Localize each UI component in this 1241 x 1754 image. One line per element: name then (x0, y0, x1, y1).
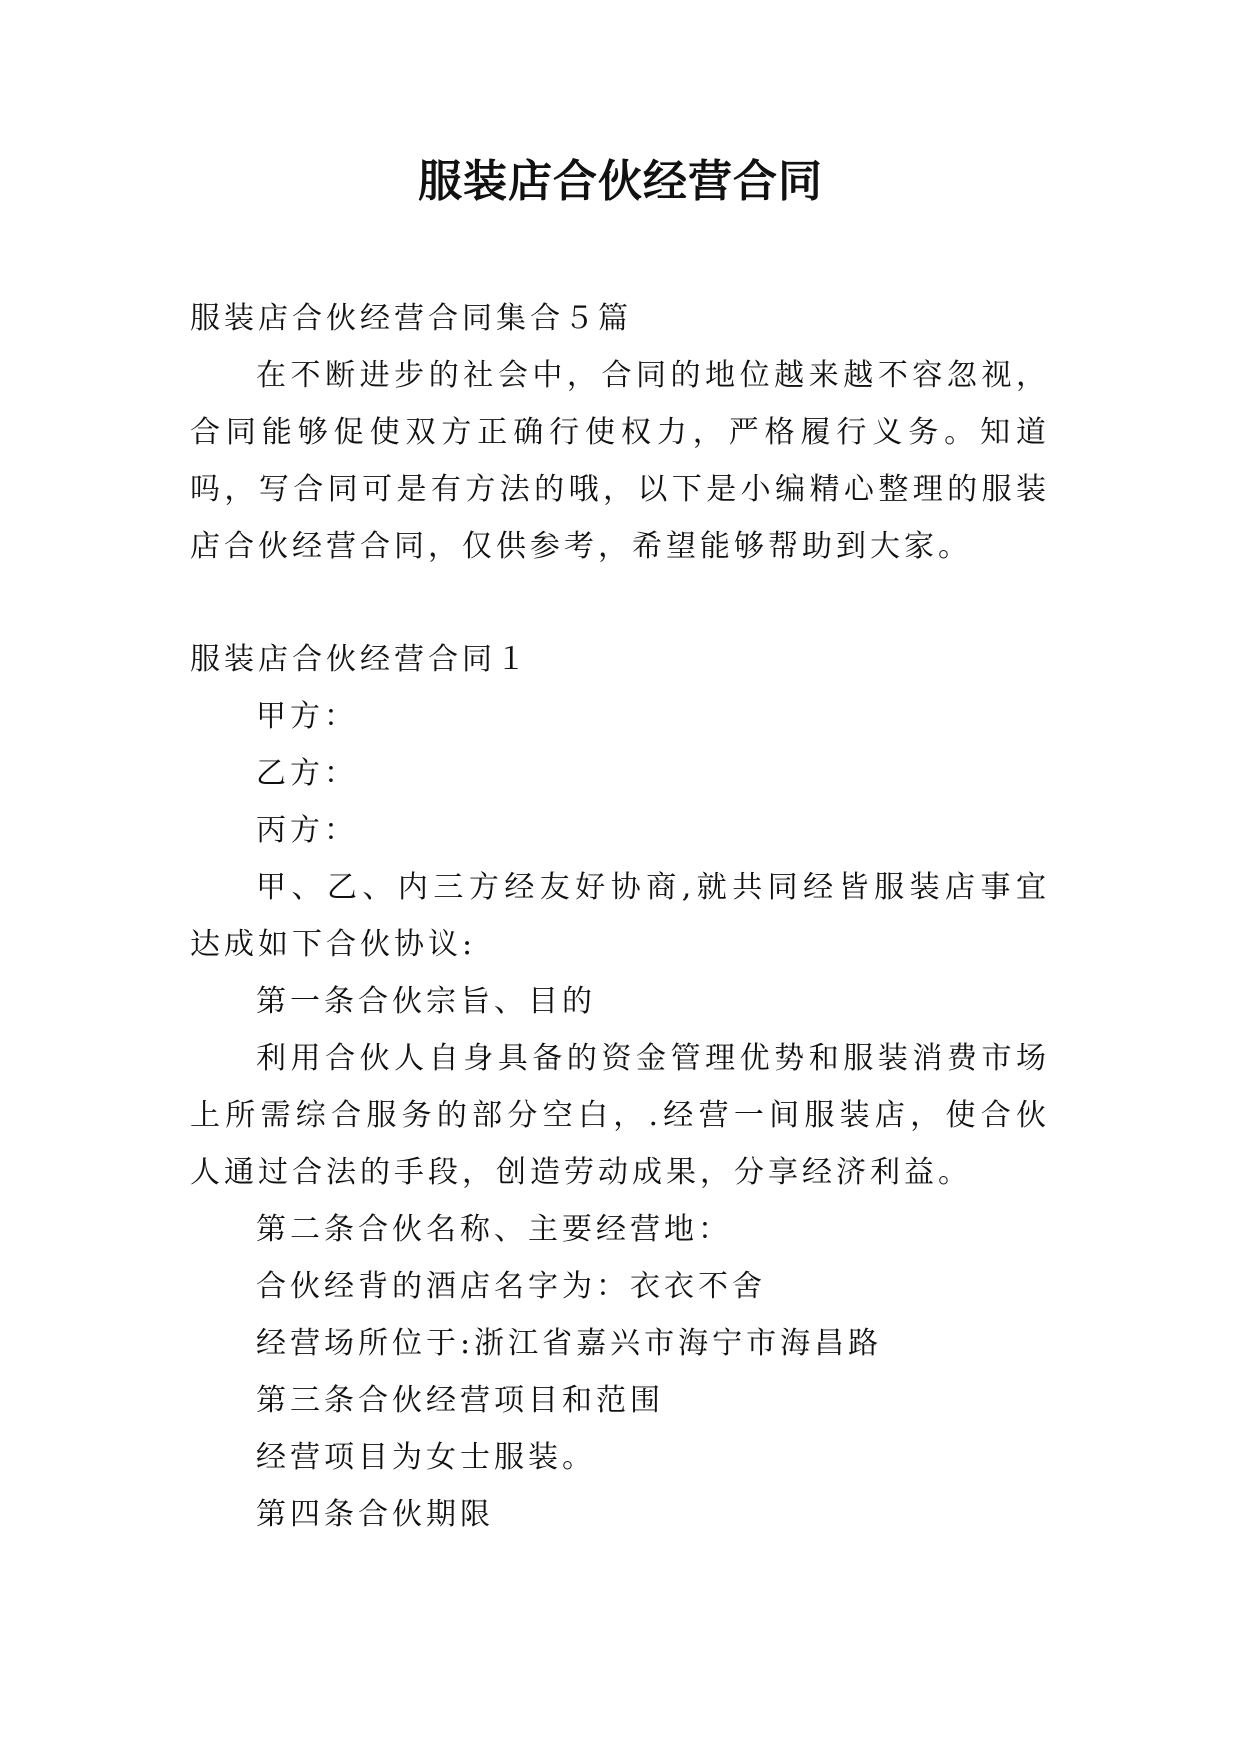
article-4-title: 第四条合伙期限 (256, 1497, 494, 1532)
document-title: 服装店合伙经营合同 (418, 156, 823, 207)
document-body (190, 290, 1050, 1543)
article-1-body: 利用合伙人自身具备的资金管理优势和服装消费市场上所需综合服务的部分空白，.经营一间服装店，使合伙人通过合法的手段，创造劳动成果，分享经济利益。 (190, 1041, 1050, 1190)
article-3-title: 第三条合伙经营项目和范围 (256, 1383, 664, 1418)
party-b-line: 乙方： (256, 756, 358, 791)
party-c-line: 丙方： (256, 813, 358, 848)
intro-paragraph: 在不断进步的社会中，合同的地位越来越不容忽视，合同能够促使双方正确行使权力，严格履行义务。知道吗，写合同可是有方法的哦，以下是小编精心整理的服装店合伙经营合同，仅供参考，希望能够帮助到大家。 (190, 358, 1050, 564)
article-2-name: 合伙经背的酒店名字为：衣衣不舍 (256, 1269, 766, 1304)
party-a-line: 甲方： (256, 699, 358, 734)
article-2-location: 经营场所位于:浙江省嘉兴市海宁市海昌路 (256, 1326, 883, 1361)
article-1-title: 第一条合伙宗旨、目的 (256, 984, 596, 1019)
article-3-body: 经营项目为女士服装。 (256, 1440, 596, 1475)
agreement-intro-paragraph: 甲、乙、内三方经友好协商,就共同经皆服装店事宜达成如下合伙协议: (190, 870, 1050, 962)
contract-heading: 服装店合伙经营合同１ (190, 642, 530, 677)
article-2-title: 第二条合伙名称、主要经营地： (256, 1212, 732, 1247)
collection-subtitle: 服装店合伙经营合同集合５篇 (190, 301, 632, 336)
